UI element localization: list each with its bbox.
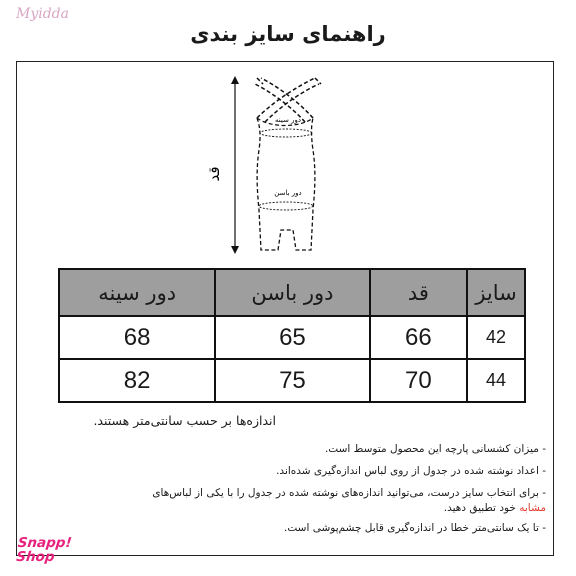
- cell-hip: 65: [215, 316, 369, 359]
- cell-size: 44: [467, 359, 525, 402]
- garment-body-outline: [257, 118, 315, 250]
- header-bust: دور سینه: [59, 269, 215, 316]
- table-row: [59, 359, 525, 402]
- hip-label: دور باسن: [274, 189, 302, 197]
- garment-svg: [205, 70, 370, 260]
- page-title: راهنمای سایز بندی: [190, 22, 386, 46]
- brand-logo-top: Myidda: [16, 6, 69, 22]
- note-item: - اعداد نوشته شده در جدول از روی لباس اندازه‌گیری شده‌اند.: [276, 465, 546, 477]
- cell-height: 66: [370, 316, 468, 359]
- cell-height: 70: [370, 359, 468, 402]
- notes-list: [56, 442, 546, 543]
- note-item: - میزان کشسانی پارچه این محصول متوسط است.: [324, 443, 546, 455]
- table-header-row: [59, 269, 525, 316]
- height-arrow-bottom-icon: [231, 246, 239, 254]
- note-item: [56, 486, 546, 516]
- header-height: قد: [370, 269, 468, 316]
- note-text: - برای انتخاب سایز درست، می‌توانید اندازه‌های نوشته شده در جدول را با یکی از لباس‌های: [152, 487, 546, 499]
- brand-logo-line2: Shop: [15, 549, 56, 565]
- cell-bust: 68: [59, 316, 215, 359]
- size-table: [58, 268, 526, 403]
- table-row: [59, 316, 525, 359]
- cell-bust: 82: [59, 359, 215, 402]
- note-item: - تا یک سانتی‌متر خطا در اندازه‌گیری قابل چشم‌پوشی است.: [284, 522, 546, 534]
- cell-hip: 75: [215, 359, 369, 402]
- note-accent-text: مشابه: [519, 502, 546, 514]
- height-arrow-top-icon: [231, 76, 239, 84]
- header-size: سایز: [467, 269, 525, 316]
- unit-note: اندازه‌ها بر حسب سانتی‌متر هستند.: [93, 413, 276, 428]
- bust-measure-line: [260, 129, 312, 137]
- brand-logo-bottom: [16, 536, 73, 564]
- cell-size: 42: [467, 316, 525, 359]
- bust-label: دور سینه: [275, 116, 301, 124]
- hip-measure-line: [259, 202, 313, 210]
- brand-logo-line1: Snapp!: [16, 535, 73, 551]
- note-text: خود تطبیق دهید.: [443, 502, 520, 514]
- garment-illustration: [205, 70, 370, 260]
- height-label: قد: [205, 166, 223, 182]
- header-hip: دور باسن: [215, 269, 369, 316]
